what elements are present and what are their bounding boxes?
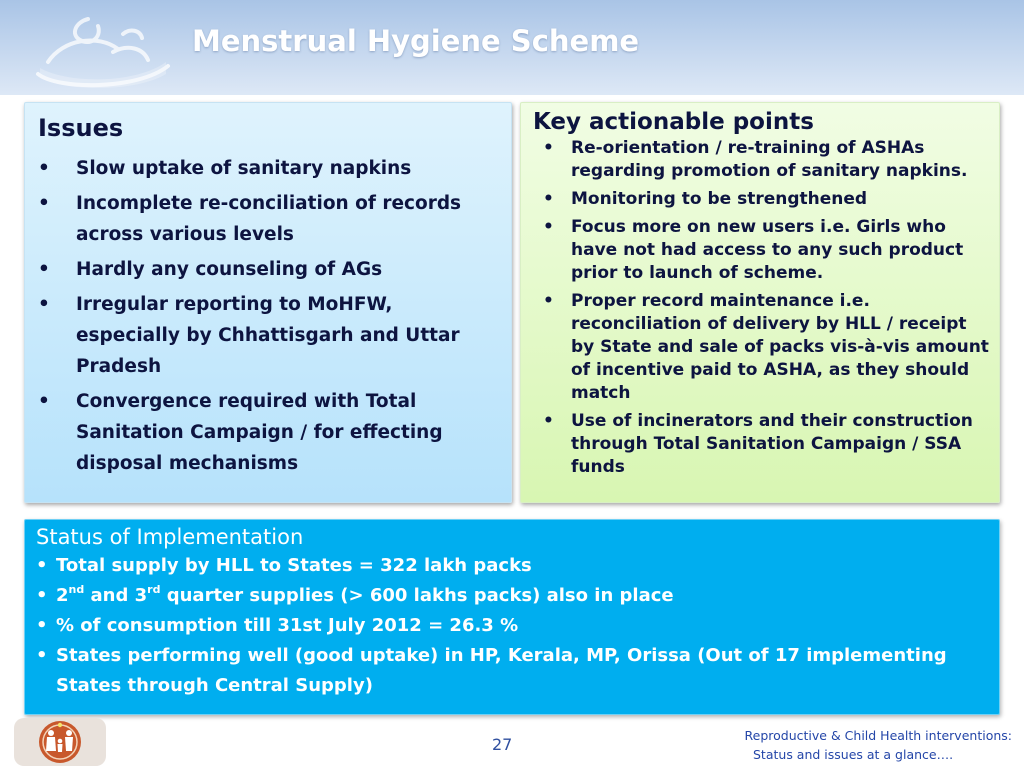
status-text: States performing well (good uptake) in HP, Kerala, MP, Orissa (Out of 17 implementing States through Central Supply) bbox=[56, 645, 947, 696]
mother-child-icon bbox=[18, 4, 183, 92]
issue-text: Irregular reporting to MoHFW, especially by Chhattisgarh and Uttar Pradesh bbox=[76, 294, 460, 377]
page-title: Menstrual Hygiene Scheme bbox=[192, 24, 640, 58]
status-heading: Status of Implementation bbox=[36, 525, 304, 549]
list-item bbox=[38, 254, 497, 285]
issues-list bbox=[38, 153, 497, 479]
list-item bbox=[533, 290, 989, 405]
bullet: • bbox=[36, 645, 48, 666]
list-item bbox=[36, 581, 989, 611]
bullet: • bbox=[543, 217, 554, 237]
issues-panel bbox=[24, 102, 512, 503]
status-list bbox=[36, 551, 989, 701]
issue-text: Hardly any counseling of AGs bbox=[76, 259, 383, 280]
list-item bbox=[533, 137, 989, 183]
status-ordinal-suffix: nd bbox=[68, 583, 85, 596]
status-text: Total supply by HLL to States = 322 lakh packs bbox=[56, 555, 532, 576]
actions-heading: Key actionable points bbox=[533, 109, 814, 135]
list-item bbox=[38, 153, 497, 184]
list-item bbox=[36, 551, 989, 581]
action-text: Monitoring to be strengthened bbox=[571, 189, 868, 209]
issues-heading: Issues bbox=[38, 114, 124, 142]
list-item bbox=[38, 188, 497, 250]
status-text-mid: and 3 bbox=[84, 585, 148, 606]
header-band bbox=[0, 0, 1024, 95]
list-item bbox=[36, 611, 989, 641]
page-number: 27 bbox=[492, 735, 513, 754]
list-item bbox=[38, 386, 497, 479]
status-text-rest: quarter supplies (> 600 lakhs packs) also in place bbox=[160, 585, 674, 606]
list-item bbox=[533, 216, 989, 285]
action-text: Focus more on new users i.e. Girls who have not had access to any such product prior to launch of scheme. bbox=[571, 217, 964, 283]
action-text: Proper record maintenance i.e. reconciliation of delivery by HLL / receipt by State and sale of packs vis-à-vis amount of incentive paid to ASHA, as they should match bbox=[571, 291, 989, 403]
status-ordinal: 2 bbox=[56, 585, 69, 606]
actions-list bbox=[533, 137, 989, 479]
list-item bbox=[533, 410, 989, 479]
action-text: Re-orientation / re-training of ASHAs regarding promotion of sanitary napkins. bbox=[571, 138, 968, 181]
list-item bbox=[533, 188, 989, 211]
bullet: • bbox=[38, 193, 50, 214]
list-item bbox=[38, 289, 497, 382]
footer-title: Reproductive & Child Health interventions: bbox=[744, 728, 1012, 743]
status-text bbox=[56, 585, 674, 606]
footer-subtitle: Status and issues at a glance…. bbox=[753, 747, 954, 762]
bullet: • bbox=[38, 158, 50, 179]
bullet: • bbox=[38, 294, 50, 315]
bullet: • bbox=[543, 138, 554, 158]
action-text: Use of incinerators and their construction through Total Sanitation Campaign / SSA funds bbox=[571, 411, 973, 477]
bullet: • bbox=[543, 189, 554, 209]
bullet: • bbox=[36, 585, 48, 606]
status-text: % of consumption till 31st July 2012 = 26.3 % bbox=[56, 615, 519, 636]
actions-panel bbox=[520, 102, 1000, 503]
issue-text: Slow uptake of sanitary napkins bbox=[76, 158, 412, 179]
list-item bbox=[36, 641, 989, 701]
issue-text: Convergence required with Total Sanitation Campaign / for effecting disposal mechanisms bbox=[76, 391, 443, 474]
bullet: • bbox=[38, 391, 50, 412]
status-ordinal-suffix: rd bbox=[147, 583, 161, 596]
bullet: • bbox=[543, 291, 554, 311]
bullet: • bbox=[543, 411, 554, 431]
bullet: • bbox=[36, 555, 48, 576]
issue-text: Incomplete re-conciliation of records across various levels bbox=[76, 193, 462, 245]
status-panel bbox=[24, 519, 1000, 715]
family-emblem-icon bbox=[14, 718, 106, 766]
bullet: • bbox=[36, 615, 48, 636]
bullet: • bbox=[38, 259, 50, 280]
